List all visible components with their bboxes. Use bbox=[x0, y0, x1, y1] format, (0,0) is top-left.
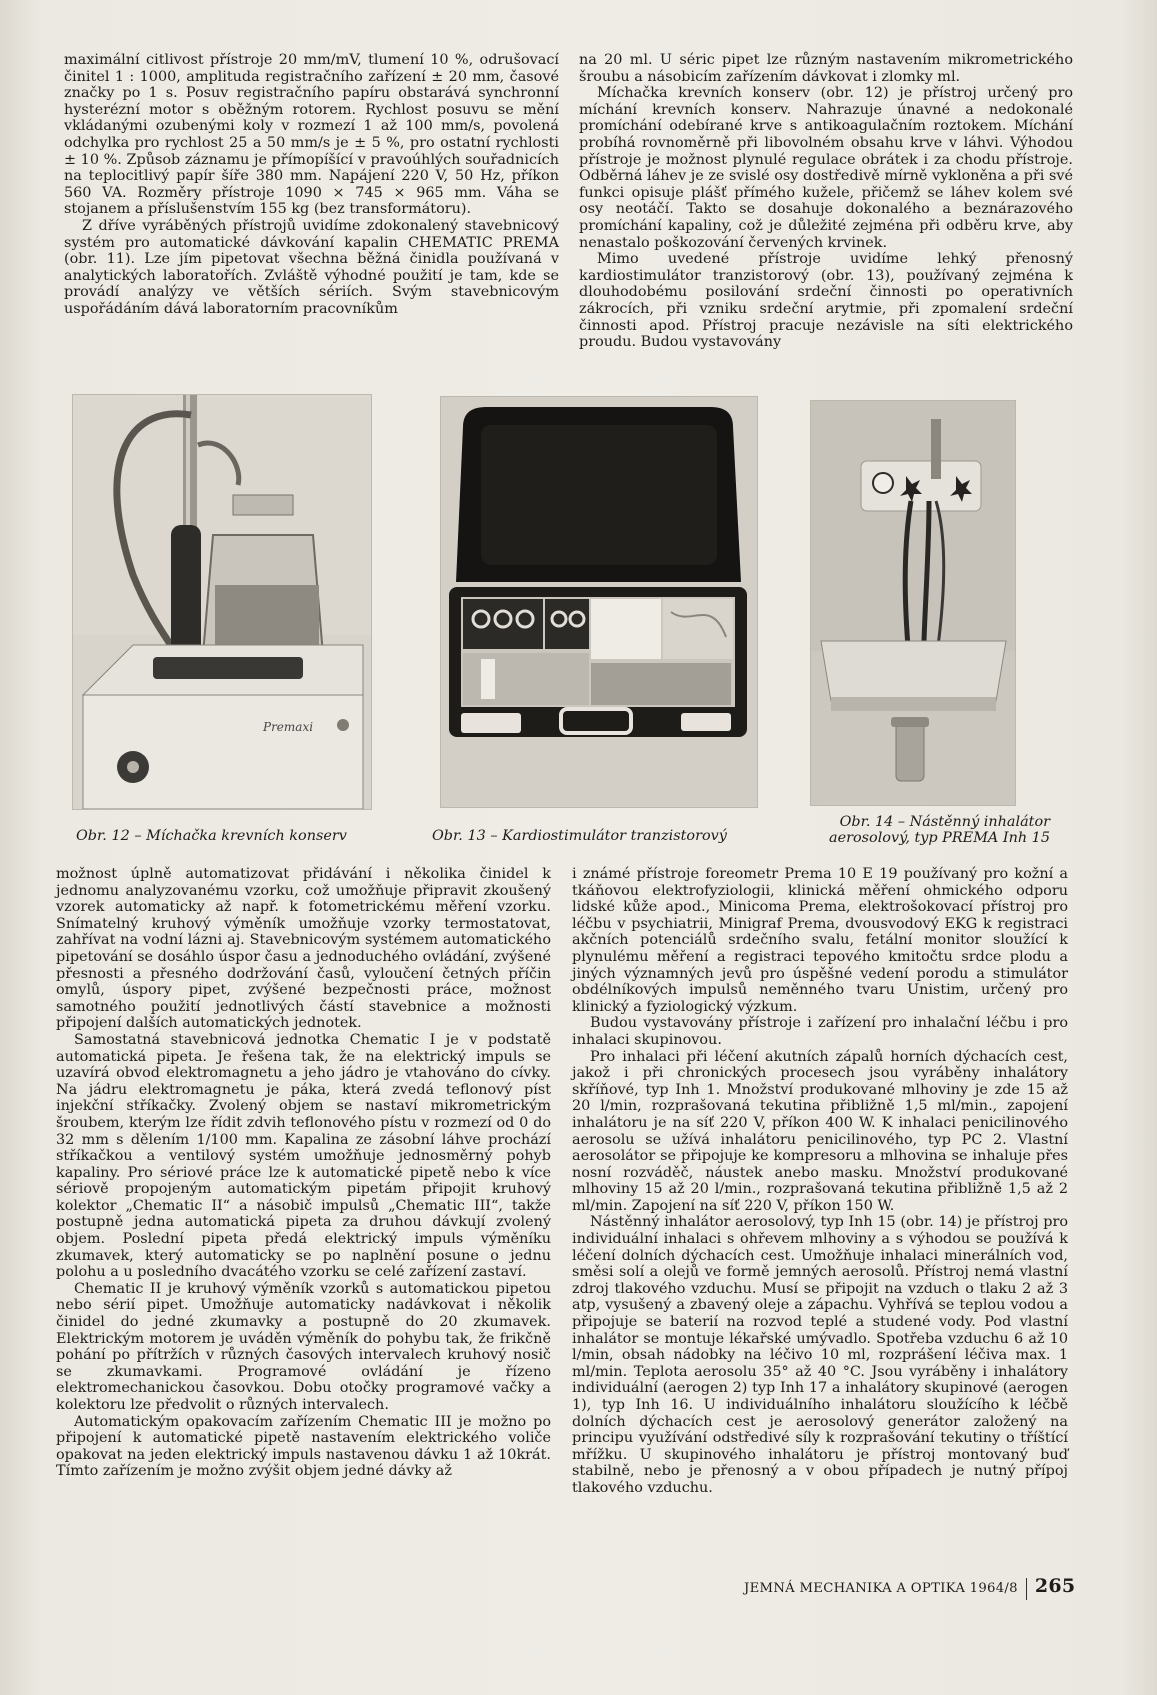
wall-inhaler-image bbox=[811, 401, 1015, 805]
figure-14-photo bbox=[810, 400, 1016, 806]
text-column-top-left bbox=[64, 52, 559, 318]
cardiostimulator-image bbox=[441, 397, 757, 807]
figure-14-caption-line: aerosolový, typ PREMA Inh 15 bbox=[829, 830, 1050, 846]
figure-14-caption-line: Obr. 14 – Nástěnný inhalátor bbox=[839, 814, 1050, 830]
paragraph: Automatickým opakovacím zařízením Chematic III je možno po připojení k automatické pipetě nastavením elektrického voliče opakovat na jeden elektrický impuls nastavenou dávku 1 až 10krát. Tímto zařízením je možno zvýšit objem jedné dávky až bbox=[56, 1413, 551, 1480]
footer-divider bbox=[1026, 1578, 1027, 1600]
paragraph: na 20 ml. U séric pipet lze různým nastavením mikrometrického šroubu a násobicím zařízením dávkovat i zlomky ml. bbox=[579, 52, 1073, 85]
page-footer bbox=[744, 1575, 1076, 1600]
figure-12-caption: Obr. 12 – Míchačka krevních konserv bbox=[76, 828, 347, 844]
paragraph: Budou vystavovány přístroje i zařízení pro inhalační léčbu i pro inhalaci skupinovou. bbox=[572, 1015, 1068, 1048]
figure-13-photo bbox=[440, 396, 758, 808]
paragraph: Samostatná stavebnicová jednotka Chematic I je v podstatě automatická pipeta. Je řešena tak, že na elektrický impuls se uzavírá obvod elektromagnetu a jeho jádro je vtahováno do cívky. Na jádru elektromagnetu je páka, která zvedá teflonový píst injekční stříkačky. Zvolený objem se nastaví mikrometrickým šroubem, kterým lze řídit zdvih teflonového pístu v rozmezí od 0 do 32 mm s dělením 1/100 mm. Kapalina ze zásobní láhve prochází stříkačkou a ventilový systém umožňuje jednosměrný pohyb kapaliny. Pro sériové práce lze k automatické pipetě nebo k více sériově propojeným automatickým pipetám připojit kruhový kolektor „Chematic II“ a násobič impulsů „Chematic III“, takže postupně jedna automatická pipeta za druhou dávkují zvolený objem. Poslední pipeta předá elektrický impuls výměníku zkumavek, který automaticky se po naplnění posune o jednu polohu a u posledního dvacátého vzorku se celé zařízení zastaví. bbox=[56, 1031, 551, 1281]
figure-12-photo bbox=[72, 394, 372, 810]
figure-14-caption bbox=[780, 814, 1050, 846]
brand-text: Premaxi bbox=[263, 720, 314, 734]
text-column-top-right bbox=[579, 52, 1073, 351]
page-number: 265 bbox=[1034, 1575, 1076, 1597]
paragraph: Chematic II je kruhový výměník vzorků s automatickou pipetou nebo sérií pipet. Umožňuje automaticky nadávkovat i několik činidel do jedné zkumavky a postupně do 20 zkumavek. Elektrickým motorem je uváděn výměník do pohybu tak, že frikčně pohání po přítržích v různých časových intervalech kruhový nosič se zkumavkami. Programové ovládání je řízeno elektromechanickou časovkou. Dobu otočky programové vačky a kolektoru lze předvolit o různých intervalech. bbox=[56, 1280, 551, 1413]
paragraph: maximální citlivost přístroje 20 mm/mV, tlumení 10 %, odrušovací činitel 1 : 1000, amplituda registračního zařízení ± 20 mm, časové značky po 1 s. Posuv registračního papíru obstarává synchronní hysterézní motor s oběžným rotorem. Rychlost posuvu se mění vkládanými ozubenými koly v rozmezí 1 až 100 mm/s, povolená odchylka pro rychlost 25 a 50 mm/s je ± 5 %, pro ostatní rychlosti ± 10 %. Způsob záznamu je přímopíšící v pravoúhlých souřadnicích na teplocitlivý papír šíře 380 mm. Napájení 220 V, 50 Hz, příkon 560 VA. Rozměry přístroje 1090 × 745 × 965 mm. Váha se stojanem a příslušenstvím 155 kg (bez transformátoru). bbox=[64, 52, 559, 218]
paragraph: možnost úplně automatizovat přidávání i několika činidel k jednomu analyzovanému vzorku, což umožňuje připravit zkoušený vzorek automaticky až např. k fotometrickému měření vzorku. Snímatelný kruhový výměník umožňuje vzorky termostatovat, zahřívat na vodní lázni aj. Stavebnicovým systémem automatického pipetování se dosáhlo úspor času a jednoduchého ovládání, zvýšené přesnosti a přesného dodržování časů, vyloučení četných příčin omylů, úspory pipet, zvýšené bezpečnosti práce, možnost samotného použití jednotlivých částí stavebnice a možnosti připojení dalších automatických jednotek. bbox=[56, 866, 551, 1032]
figure-13-caption: Obr. 13 – Kardiostimulátor tranzistorový bbox=[432, 828, 727, 844]
journal-name: JEMNÁ MECHANIKA A OPTIKA 1964/8 bbox=[744, 1581, 1018, 1596]
paragraph: Pro inhalaci při léčení akutních zápalů horních dýchacích cest, jakož i při chronických procesech jsou vyráběny inhalátory skříňové, typ Inh 1. Množství produkované mlhoviny je zde 15 až 20 l/min, rozprašovaná tekutina přibližně 1,5 ml/min., zapojení inhalátoru je na síť 220 V, příkon 400 W. K inhalaci penicilinového aerosolu se užívá inhalátoru penicilinového, typ PC 2. Vlastní aerosolátor se připojuje ke kompresoru a mlhovina se inhaluje přes nosní rozváděč, náustek anebo masku. Množství produkované mlhoviny 15 až 20 l/min., rozprašovaná tekutina přibližně 1,5 až 2 ml/min. Zapojení na síť 220 V, příkon 150 W. bbox=[572, 1048, 1068, 1214]
blood-mixer-image bbox=[73, 395, 371, 809]
paragraph: Mimo uvedené přístroje uvidíme lehký přenosný kardiostimulátor tranzistorový (obr. 13), používaný zejména k dlouhodobému posilování srdeční činnosti po operativních zákrocích, při vzniku srdeční arytmie, při zpomalení srdeční činnosti apod. Přístroj pracuje nezávisle na síti elektrického proudu. Budou vystavovány bbox=[579, 251, 1073, 351]
paragraph: i známé přístroje foreometr Prema 10 E 19 používaný pro kožní a tkáňovou elektrofyziologii, klinická měření ohmického odporu lidské kůže apod., Minicoma Prema, elektrošokovací přístroj pro léčbu v psychiatrii, Minigraf Prema, dvousvodový EKG k registraci akčních potenciálů srdečního svalu, fetální monitor sloužící k plynulému měření a registraci tepového kmitočtu srdce plodu a jiných významných jevů pro úspěšné vedení porodu a stimulátor obdélníkových impulsů neměnného tvaru Unistim, určený pro klinický a fyziologický výzkum. bbox=[572, 866, 1068, 1015]
text-column-bottom-left bbox=[56, 866, 551, 1480]
text-column-bottom-right bbox=[572, 866, 1068, 1497]
paragraph: Z dříve vyráběných přístrojů uvidíme zdokonalený stavebnicový systém pro automatické dávkování kapalin CHEMATIC PREMA (obr. 11). Lze jím pipetovat všechna běžná činidla používaná v analytických laboratořích. Zvláště výhodné použití je tam, kde se provádí analýzy ve větších sériích. Svým stavebnicovým uspořádáním dává laboratorním pracovníkům bbox=[64, 217, 559, 317]
paragraph: Míchačka krevních konserv (obr. 12) je přístroj určený pro míchání krevních konserv. Nahrazuje únavné a nedokonalé promíchání odebírané krve s antikoagulačním roztokem. Míchání probíhá rovnoměrně při libovolném obsahu krve v láhvi. Výhodou přístroje je možnost plynulé regulace obrátek i za chodu přístroje. Odběrná láhev je ze svislé osy dostředivě mírně vykloněna a při své funkci opisuje plášť přímého kužele, přičemž se láhev kolem své osy neotáčí. Takto se dosahuje dokonalého a beznárazového promíchání kapaliny, což je důležité zejména při odběru krve, aby nenastalo poškozování červených krvinek. bbox=[579, 85, 1073, 251]
paragraph: Nástěnný inhalátor aerosolový, typ Inh 15 (obr. 14) je přístroj pro individuální inhalaci s ohřevem mlhoviny a s výhodou se používá k léčení dolních dýchacích cest. Umožňuje inhalaci minerálních vod, směsi solí a olejů ve formě jemných aerosolů. Přístroj nemá vlastní zdroj tlakového vzduchu. Musí se připojit na vzduch o tlaku 2 až 3 atp, vysušený a zbavený oleje a zápachu. Vyhřívá se teplou vodou a připojuje se baterií na rozvod teplé a studené vody. Pod vlastní inhalátor se montuje lékařské umývadlo. Spotřeba vzduchu 6 až 10 l/min, obsah nádobky na léčivo 10 ml, rozprášení léčiva max. 1 ml/min. Teplota aerosolu 35° až 40 °C. Jsou vyráběny i inhalátory individuální (aerogen 2) typ Inh 17 a inhalátory skupinové (aerogen 1), typ Inh 16. U individuálního inhalátoru sloužícího k léčbě dolních dýchacích cest je aerosolový generátor založený na principu využívání odstředivé síly k rozprašování tekutiny o tříštící mřížku. U skupinového inhalátoru je přístroj montovaný buď stabilně, nebo je přenosný a v obou případech je nutný přípoj tlakového vzduchu. bbox=[572, 1214, 1068, 1496]
